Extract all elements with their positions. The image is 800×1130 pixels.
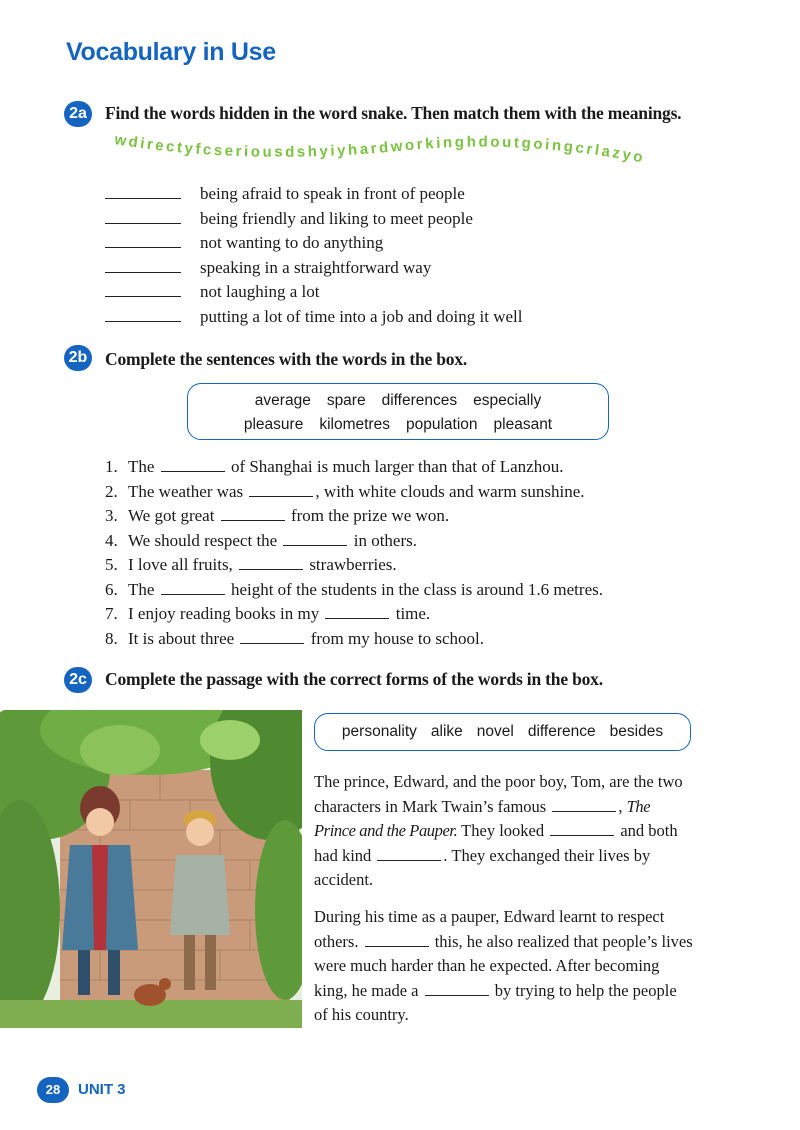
list-item: 3. We got great from the prize we won. bbox=[105, 506, 450, 525]
passage-paragraph-2: During his time as a pauper, Edward learnt to respect others. this, he also realized that people’s lives were much harder than he expected. After becoming king, he made a by trying to help the people of his country. bbox=[314, 907, 693, 1025]
answer-blank[interactable] bbox=[105, 256, 181, 273]
instruction-2c: Complete the passage with the correct forms of the words in the box. bbox=[105, 669, 603, 689]
list-item: 4. We should respect the in others. bbox=[105, 530, 418, 550]
box-word: personality bbox=[341, 723, 417, 740]
book-title: The Prince and the Pauper. bbox=[314, 796, 651, 841]
box-word: average bbox=[254, 392, 311, 409]
box-word: pleasant bbox=[493, 416, 553, 433]
section-badge-2c: 2c bbox=[64, 667, 92, 693]
answer-blank[interactable] bbox=[325, 604, 389, 619]
answer-blank[interactable] bbox=[161, 580, 225, 595]
list-item: 6. The height of the students in the class is around 1.6 metres. bbox=[105, 579, 603, 599]
box-word: besides bbox=[609, 723, 664, 740]
box-word: difference bbox=[527, 723, 596, 740]
answer-blank[interactable] bbox=[105, 207, 181, 224]
list-item: 8. It is about three from my house to school. bbox=[105, 628, 485, 648]
answer-blank[interactable] bbox=[552, 797, 616, 812]
word-box-row bbox=[315, 714, 690, 750]
page-number: 28 bbox=[37, 1077, 69, 1103]
page-title: Vocabulary in Use bbox=[66, 38, 276, 66]
word-box-row bbox=[188, 413, 608, 437]
sentence-list bbox=[105, 455, 603, 651]
answer-blank[interactable] bbox=[105, 231, 181, 248]
prince-and-pauper-illustration bbox=[0, 710, 302, 1028]
list-item: being afraid to speak in front of people bbox=[105, 182, 523, 207]
list-item: 7. I enjoy reading books in my time. bbox=[105, 604, 431, 623]
word-box-row bbox=[188, 389, 608, 413]
list-item: 1. The of Shanghai is much larger than that of Lanzhou. bbox=[105, 457, 564, 476]
word-snake-text: wdirectyfcseriousdshyiyhardworkinghdoutgoingcrlazyo bbox=[113, 134, 647, 167]
answer-blank[interactable] bbox=[425, 981, 489, 996]
list-item: putting a lot of time into a job and doing it well bbox=[105, 305, 523, 330]
box-word: differences bbox=[381, 392, 458, 409]
answer-blank[interactable] bbox=[105, 305, 181, 322]
answer-blank[interactable] bbox=[377, 846, 441, 861]
list-item: speaking in a straightforward way bbox=[105, 256, 523, 281]
box-word: pleasure bbox=[243, 416, 304, 433]
answer-blank[interactable] bbox=[550, 821, 614, 836]
answer-blank[interactable] bbox=[239, 555, 303, 570]
list-item: not wanting to do anything bbox=[105, 231, 523, 256]
answer-blank[interactable] bbox=[240, 629, 304, 644]
instruction-2b: Complete the sentences with the words in the box. bbox=[105, 349, 468, 369]
passage-paragraph-1: The prince, Edward, and the poor boy, Tom, are the two characters in Mark Twain’s famous , The Prince and the Pauper. They looked and both had kind . They exchanged their lives by accident. bbox=[314, 772, 683, 890]
answer-blank[interactable] bbox=[365, 932, 429, 947]
instruction-2a: Find the words hidden in the word snake. Then match them with the meanings. bbox=[105, 103, 682, 123]
answer-blank[interactable] bbox=[221, 506, 285, 521]
answer-blank[interactable] bbox=[249, 482, 313, 497]
box-word: novel bbox=[476, 723, 514, 740]
list-item: not laughing a lot bbox=[105, 280, 523, 305]
box-word: kilometres bbox=[319, 416, 390, 433]
word-snake bbox=[110, 134, 690, 180]
answer-blank[interactable] bbox=[105, 182, 181, 199]
word-box-2c bbox=[314, 713, 691, 751]
section-badge-2b: 2b bbox=[64, 345, 92, 371]
list-item: being friendly and liking to meet people bbox=[105, 207, 523, 232]
box-word: population bbox=[405, 416, 478, 433]
section-badge-2a: 2a bbox=[64, 101, 92, 127]
matching-list bbox=[105, 182, 523, 330]
answer-blank[interactable] bbox=[283, 531, 347, 546]
box-word: spare bbox=[326, 392, 366, 409]
box-word: especially bbox=[473, 392, 542, 409]
answer-blank[interactable] bbox=[161, 457, 225, 472]
answer-blank[interactable] bbox=[105, 280, 181, 297]
unit-label: UNIT 3 bbox=[78, 1081, 126, 1098]
box-word: alike bbox=[430, 723, 463, 740]
list-item: 2. The weather was , with white clouds and warm sunshine. bbox=[105, 481, 585, 501]
word-box-2b bbox=[187, 383, 609, 440]
list-item: 5. I love all fruits, strawberries. bbox=[105, 555, 397, 574]
